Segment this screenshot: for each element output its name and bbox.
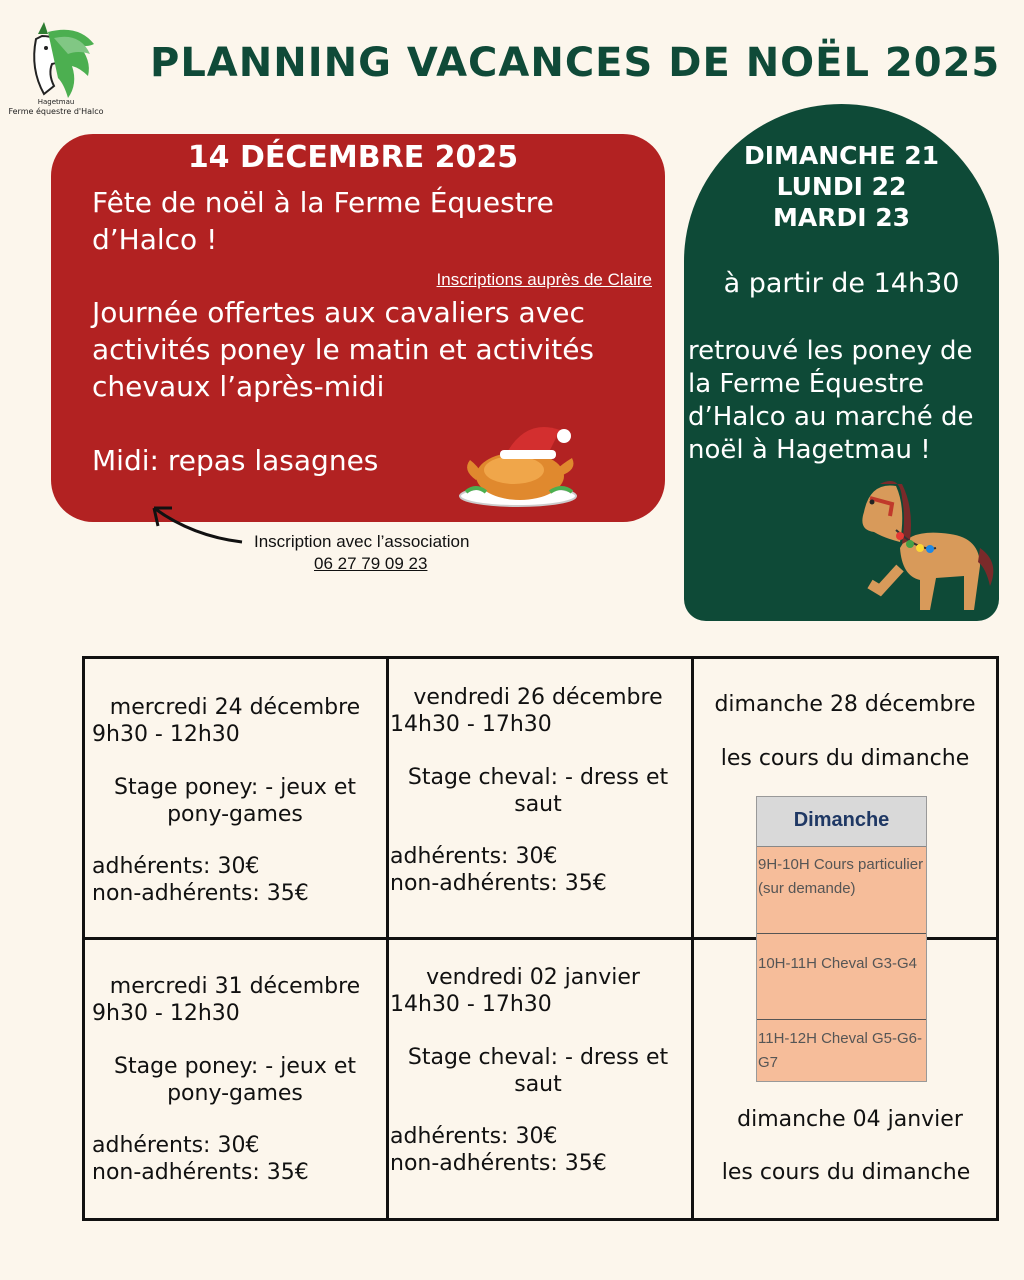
cell-2-activity: Stage cheval: - dress et saut	[407, 765, 669, 817]
cell-5-price-non-members: non-adhérents: 35€	[390, 1151, 607, 1176]
cell-5-price-members: adhérents: 30€	[390, 1124, 558, 1149]
cell-1-hours: 9h30 - 12h30	[92, 722, 240, 747]
registration-link[interactable]: Inscriptions auprès de Claire	[436, 270, 652, 289]
page-title: PLANNING VACANCES DE NOËL 2025	[150, 40, 1001, 86]
market-days	[684, 140, 999, 233]
phone-number[interactable]: 06 27 79 09 23	[314, 554, 428, 573]
cell-2-price-members: adhérents: 30€	[390, 844, 558, 869]
market-description: retrouvé les poney de la Ferme Équestre d’Halco au marché de noël à Hagetmau !	[688, 336, 974, 465]
cell-4-activity: Stage poney: - jeux et pony-games	[114, 1054, 356, 1106]
party-date: 14 DÉCEMBRE 2025	[187, 140, 519, 175]
cell-3-subtitle: les cours du dimanche	[720, 746, 970, 771]
sunday-lessons-header: Dimanche	[757, 797, 926, 847]
cell-4-price-members: adhérents: 30€	[92, 1133, 260, 1158]
cell-1-price-members: adhérents: 30€	[92, 854, 260, 879]
roast-turkey-icon	[456, 410, 584, 520]
cell-3-day: dimanche 28 décembre	[714, 692, 976, 717]
registration-label: Inscription avec l’association	[254, 532, 470, 551]
sunday-row-divider	[757, 933, 926, 934]
cell-4-hours: 9h30 - 12h30	[92, 1001, 240, 1026]
logo-text-bottom: Ferme équestre d'Halco	[8, 107, 104, 116]
market-time: à partir de 14h30	[723, 268, 960, 299]
cell-5-day: vendredi 02 janvier	[426, 965, 640, 990]
sunday-lesson-row: 11H-12H Cheval G5-G6-G7	[758, 1030, 922, 1071]
market-day-3: MARDI 23	[772, 203, 911, 232]
cell-2-price-non-members: non-adhérents: 35€	[390, 871, 607, 896]
cell-4-price-non-members: non-adhérents: 35€	[92, 1160, 309, 1185]
market-day-1: DIMANCHE 21	[743, 141, 940, 170]
cell-1-price-non-members: non-adhérents: 35€	[92, 881, 309, 906]
party-description: Journée offertes aux cavaliers avec activités poney le matin et activités chevaux l’après-midi	[92, 296, 595, 403]
pony-with-lights-icon	[840, 468, 1000, 618]
cell-2-hours: 14h30 - 17h30	[390, 712, 552, 737]
cell-5-hours: 14h30 - 17h30	[390, 992, 552, 1017]
sunday-row-divider	[757, 1019, 926, 1020]
logo-text-top: Hagetmau	[37, 98, 75, 106]
cell-2-day: vendredi 26 décembre	[413, 685, 663, 710]
cell-6-subtitle: les cours du dimanche	[721, 1160, 971, 1185]
party-lunch: Midi: repas lasagnes	[92, 444, 379, 477]
logo-text	[6, 98, 106, 116]
cell-1-activity: Stage poney: - jeux et pony-games	[114, 775, 356, 827]
cell-5-activity: Stage cheval: - dress et saut	[407, 1045, 669, 1097]
market-day-2: LUNDI 22	[776, 172, 907, 201]
sunday-lesson-row: 10H-11H Cheval G3-G4	[758, 955, 917, 972]
registration-note	[254, 531, 504, 575]
cell-4-day: mercredi 31 décembre	[109, 974, 361, 999]
sunday-lesson-row: 9H-10H Cours particulier (sur demande)	[758, 856, 924, 897]
cell-6-day: dimanche 04 janvier	[737, 1107, 963, 1132]
cell-1-day: mercredi 24 décembre	[109, 695, 361, 720]
party-title: Fête de noël à la Ferme Équestre d’Halco !	[92, 186, 554, 256]
